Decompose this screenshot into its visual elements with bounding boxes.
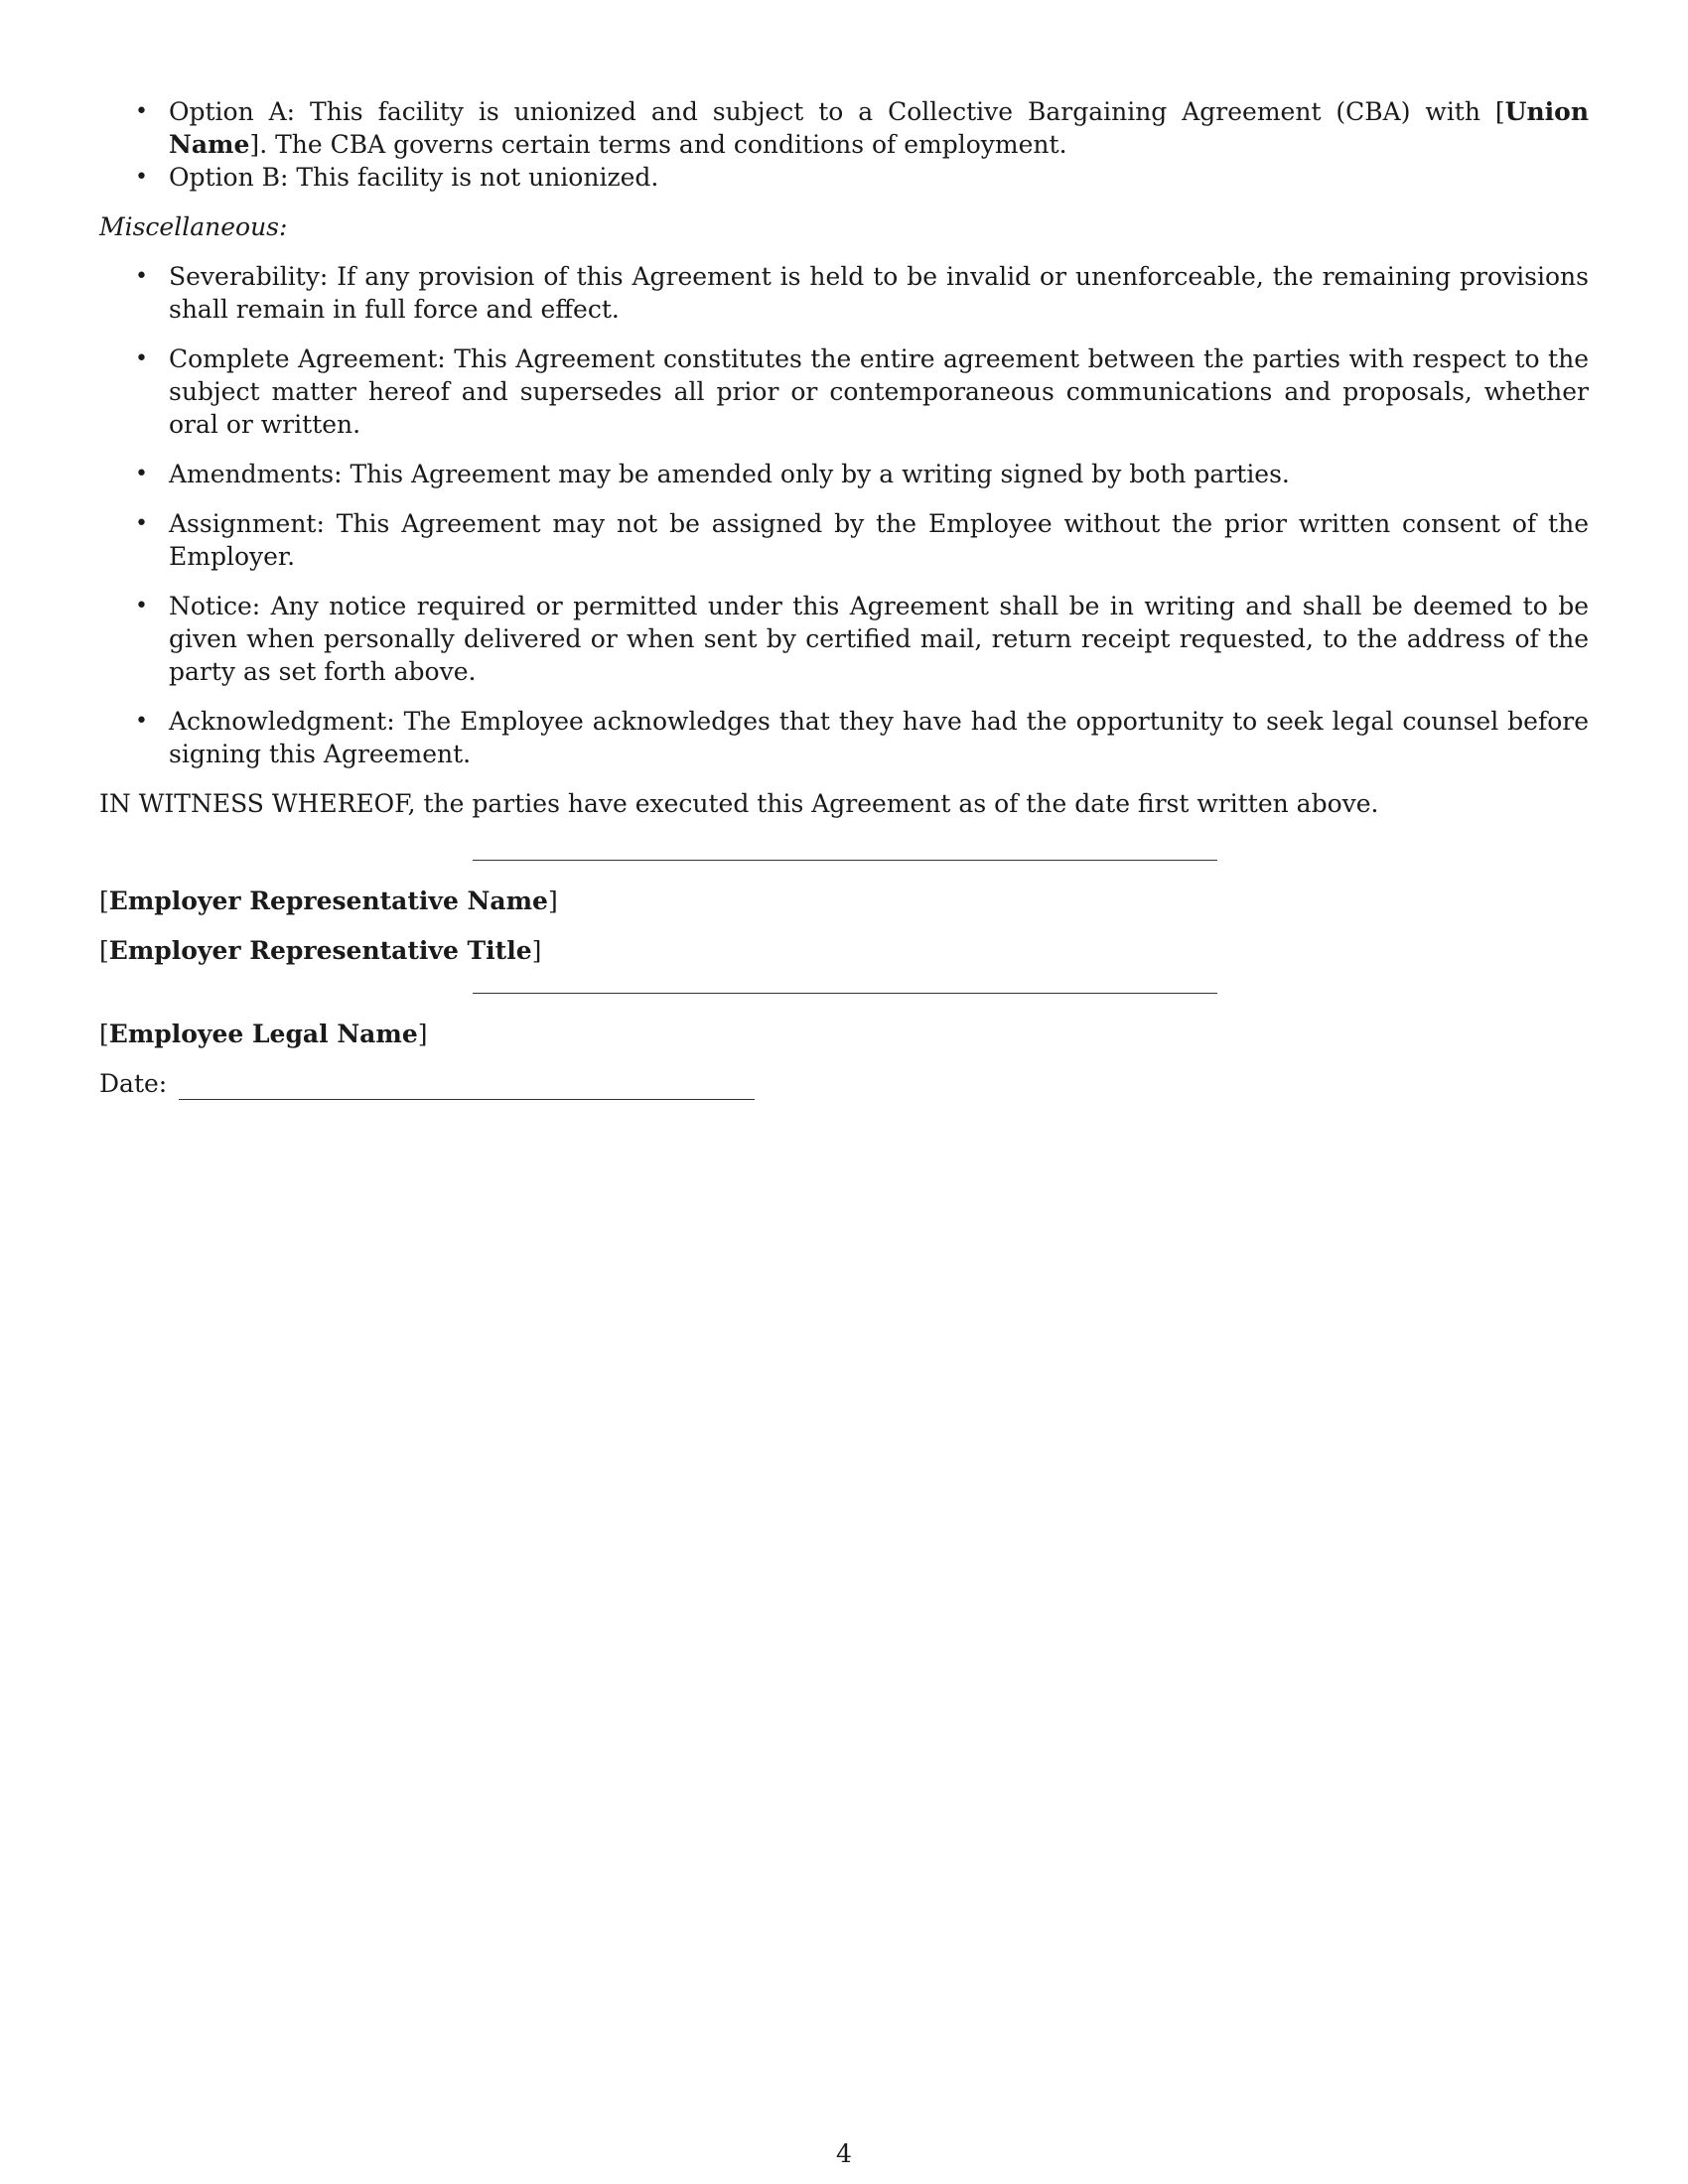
document-page bbox=[99, 95, 1589, 1100]
list-item-acknowledgment: • Acknowledgment: The Employee acknowledges that they have had the opportunity to seek legal counsel before signing this Agreement. bbox=[99, 705, 1589, 770]
list-item-assignment: • Assignment: This Agreement may not be assigned by the Employee without the prior written consent of the Employer. bbox=[99, 507, 1589, 573]
employer-signature-line[interactable] bbox=[473, 860, 1217, 861]
employer-rep-title: Employer Representative Title bbox=[108, 936, 532, 965]
date-blank-line[interactable] bbox=[179, 1073, 755, 1100]
employer-rep-title-line bbox=[99, 934, 1589, 967]
list-item-notice: • Notice: Any notice required or permitted under this Agreement shall be in writing and shall be deemed to be given when personally delivered or when sent by certified mail, return receipt requested, to the address of the party as set forth above. bbox=[99, 590, 1589, 688]
bracket-close: ] bbox=[547, 887, 558, 915]
miscellaneous-list bbox=[99, 260, 1589, 770]
bracket-open: [ bbox=[99, 887, 109, 915]
option-a-text-before: Option A: This facility is unionized and subject to a Collective Bargaining Agreement (CBA) with bbox=[169, 97, 1495, 126]
employee-name-line bbox=[99, 1018, 1589, 1050]
bracket-close: ] bbox=[531, 936, 542, 965]
date-row bbox=[99, 1067, 1589, 1100]
union-options-list bbox=[99, 95, 1589, 194]
miscellaneous-heading: Miscellaneous: bbox=[99, 212, 288, 241]
employer-rep-name: Employer Representative Name bbox=[108, 887, 548, 915]
employee-signature-line[interactable] bbox=[473, 993, 1217, 994]
page-number: 4 bbox=[836, 2139, 852, 2168]
list-item-option-b bbox=[99, 161, 1589, 194]
employee-legal-name: Employee Legal Name bbox=[108, 1020, 418, 1048]
list-item-severability: • Severability: If any provision of this Agreement is held to be invalid or unenforceable, the remaining provisions shall remain in full force and effect. bbox=[99, 260, 1589, 326]
witness-statement: IN WITNESS WHEREOF, the parties have executed this Agreement as of the date first written above. bbox=[99, 789, 1379, 818]
list-item-option-a bbox=[99, 95, 1589, 161]
bracket-open: [ bbox=[99, 936, 109, 965]
option-b-text: Option B: This facility is not unionized. bbox=[169, 163, 659, 192]
list-item-amendments: • Amendments: This Agreement may be amended only by a writing signed by both parties. bbox=[99, 458, 1589, 490]
union-name-bracket-open: [ bbox=[1494, 97, 1505, 126]
option-a-text-after: . The CBA governs certain terms and conditions of employment. bbox=[259, 130, 1067, 159]
date-label: Date: bbox=[99, 1069, 168, 1098]
union-name-bracket-close: ] bbox=[249, 130, 260, 159]
list-item-complete-agreement: • Complete Agreement: This Agreement constitutes the entire agreement between the parties with respect to the subject matter hereof and supersedes all prior or contemporaneous communications and proposals, whether oral or written. bbox=[99, 342, 1589, 441]
employer-rep-name-line bbox=[99, 885, 1589, 917]
bracket-open: [ bbox=[99, 1020, 109, 1048]
union-name-placeholder: Union Name bbox=[169, 97, 1589, 159]
bracket-close: ] bbox=[417, 1020, 428, 1048]
